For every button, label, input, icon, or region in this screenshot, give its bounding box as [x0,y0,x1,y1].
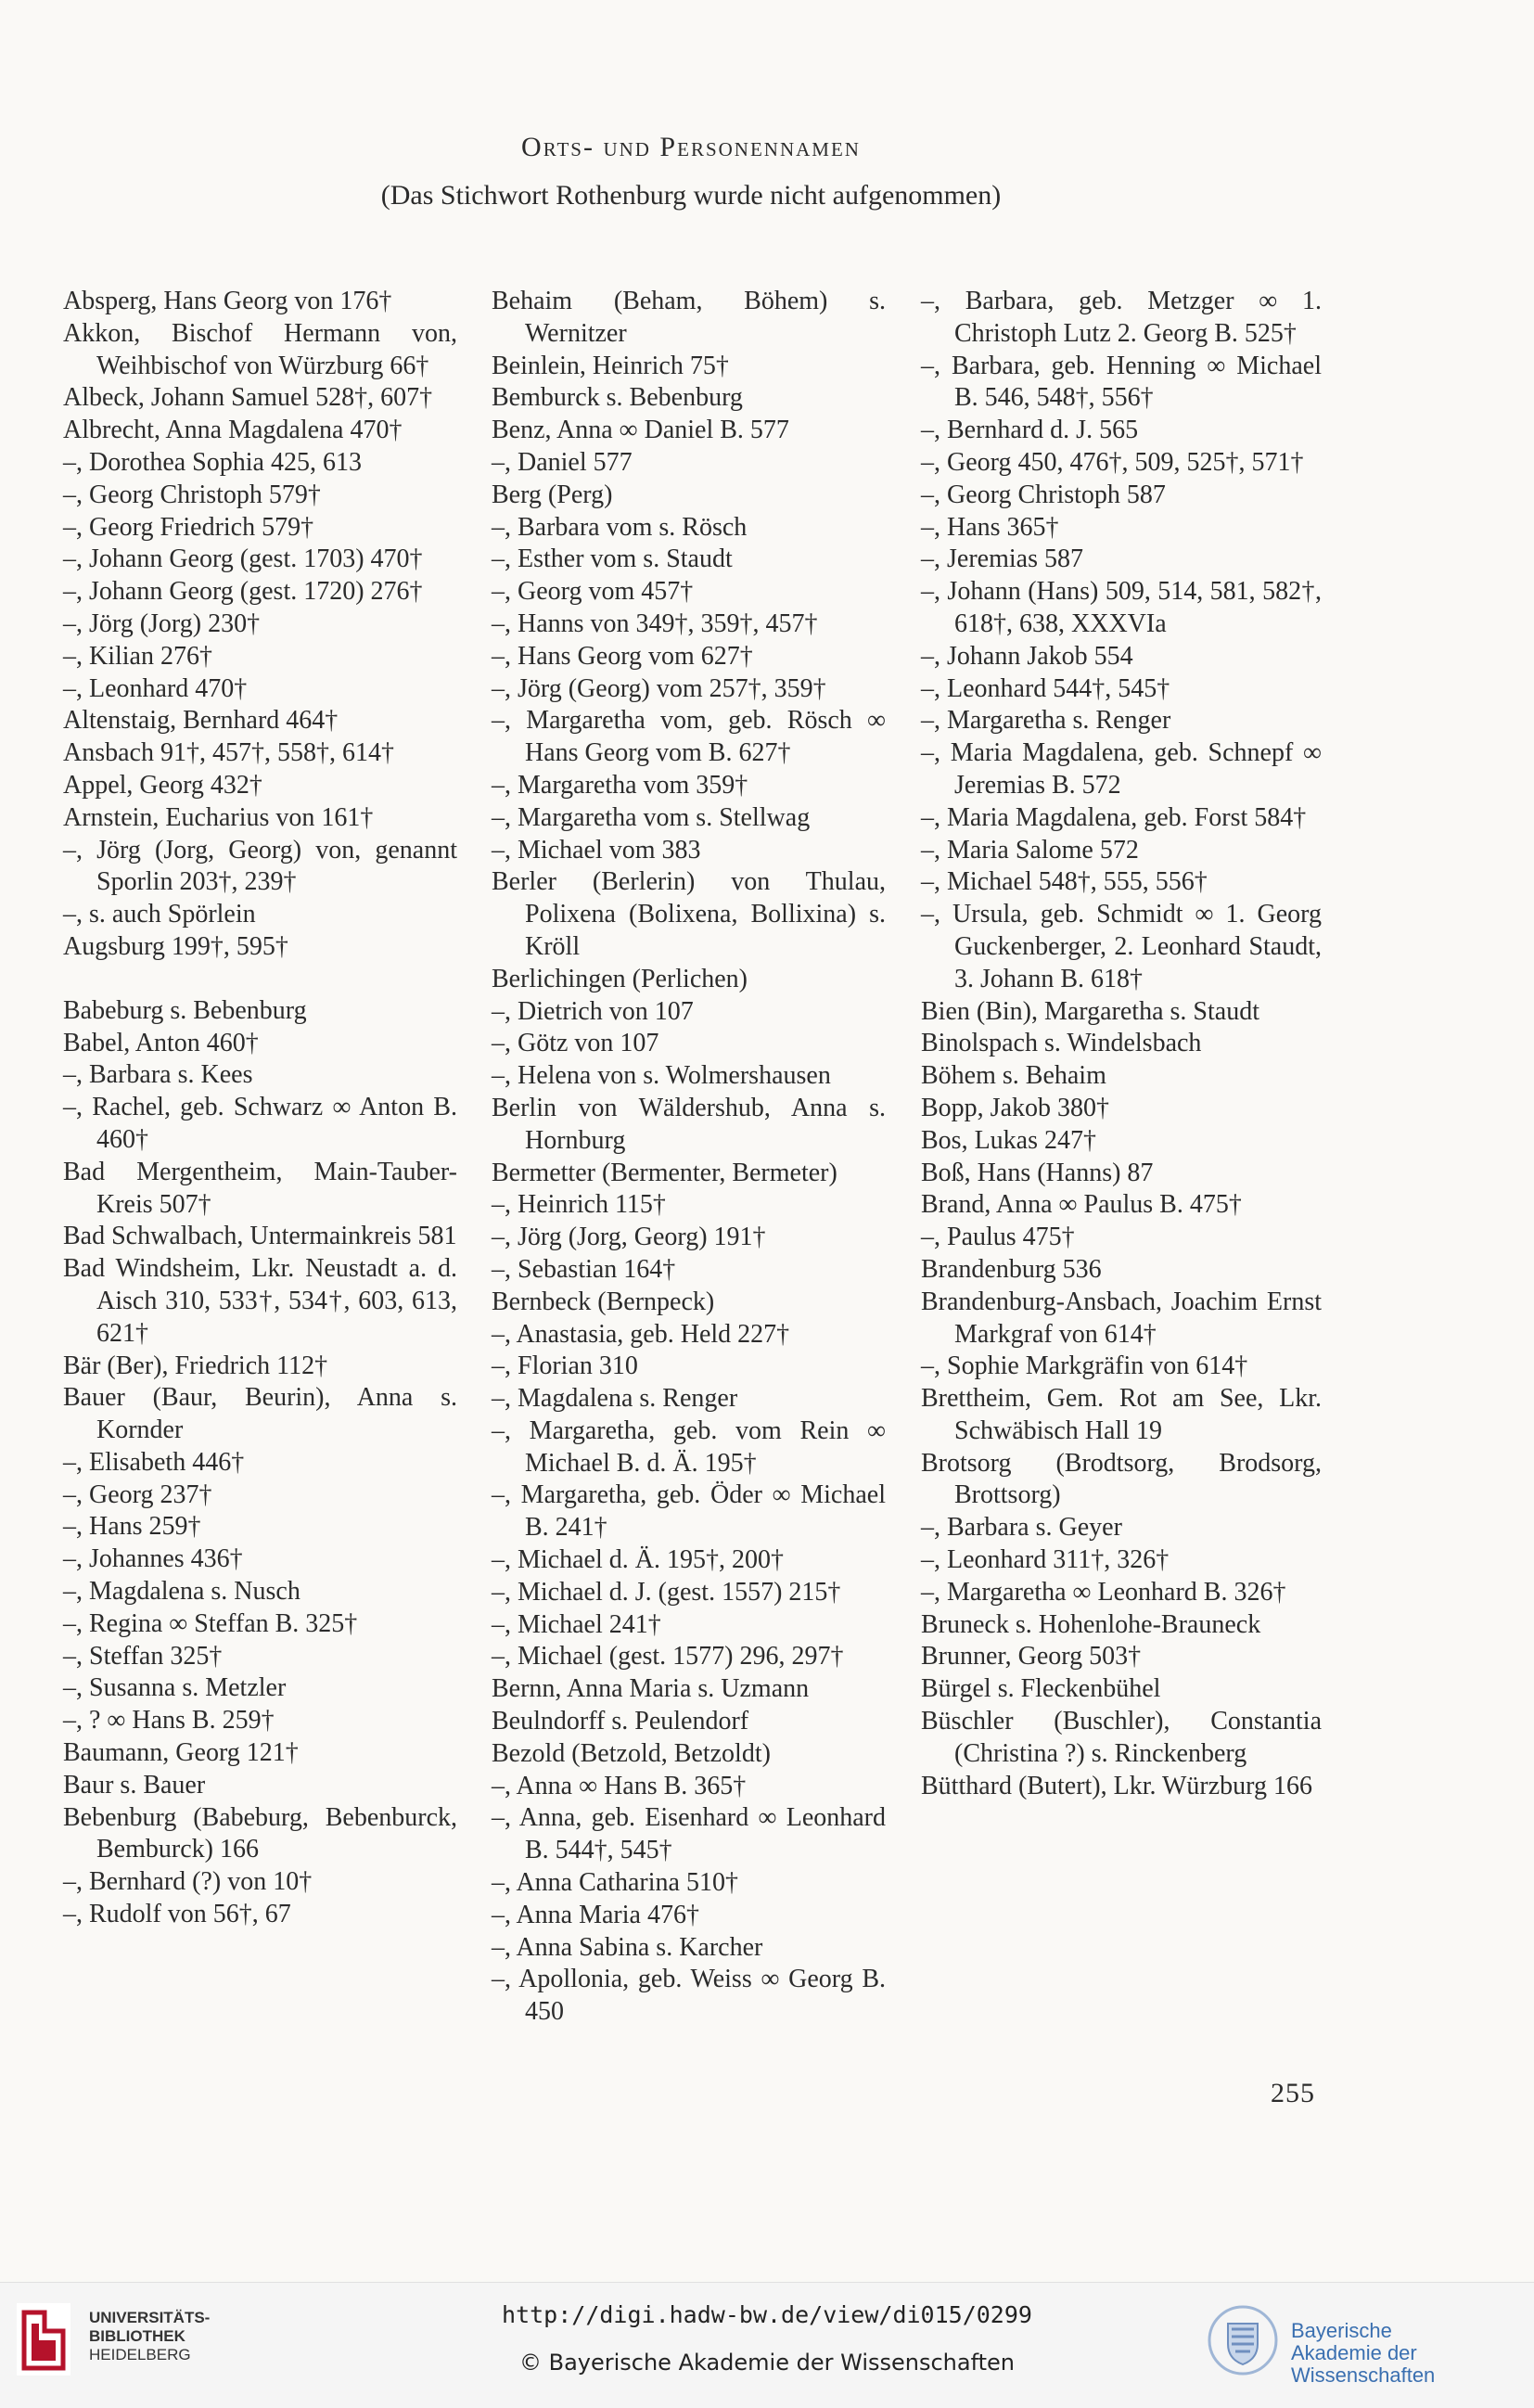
index-entry: –, Jörg (Jorg, Georg) 191† [492,1223,766,1252]
index-entry: Bemburck s. Bebenburg [492,383,743,413]
index-entry: Absperg, Hans Georg von 176† [63,287,392,315]
index-entry: Berler (Berlerin) von Thulau, Polixena (Bolixena, Bollixina) s. Kröll [492,867,886,961]
bavarian-crest-icon [1206,2303,1280,2377]
index-entry: Bad Windsheim, Lkr. Neustadt a. d. Aisch 310, 533†, 534†, 603, 613, 621† [63,1254,457,1348]
index-column-3 [921,286,1322,1802]
index-entry: –, Maria Magdalena, geb. Schnepf ∞ Jeremias B. 572 [921,738,1322,800]
index-entry: –, Magdalena s. Renger [492,1384,738,1414]
index-entry: Bezold (Betzold, Betzoldt) [492,1738,771,1768]
index-entry: Altenstaig, Bernhard 464† [63,706,339,736]
index-entry: –, Anna, geb. Eisenhard ∞ Leonhard B. 544†, 545† [492,1803,886,1865]
index-entry: –, Götz von 107 [492,1029,659,1058]
index-entry: –, Barbara, geb. Henning ∞ Michael B. 546, 548†, 556† [921,351,1322,413]
index-entry: –, Georg 450, 476†, 509, 525†, 571† [921,447,1304,477]
index-entry: –, Margaretha, geb. vom Rein ∞ Michael B. d. Ä. 195† [492,1415,886,1478]
index-column-2 [492,286,886,2029]
index-entry: –, Ursula, geb. Schmidt ∞ 1. Georg Guckenberger, 2. Leonhard Staudt, 3. Johann B. 618† [921,900,1322,993]
index-entry: –, Helena von s. Wolmershausen [492,1061,831,1091]
index-entry: Binolspach s. Windelsbach [921,1029,1202,1058]
index-entry: –, Georg Christoph 587 [921,480,1166,509]
index-entry: –, Michael d. Ä. 195†, 200† [492,1545,784,1575]
library-line-3: HEIDELBERG [89,2346,191,2363]
index-entry: –, Maria Salome 572 [921,835,1139,865]
index-entry: –, Jörg (Jorg, Georg) von, genannt Sporlin 203†, 239† [63,835,457,897]
library-line-1: UNIVERSITÄTS- [89,2309,211,2326]
index-entry: –, Georg Friedrich 579† [63,512,314,542]
index-entry: Büschler (Buschler), Constantia (Christina ?) s. Rinckenberg [921,1707,1322,1768]
index-entry: –, Michael vom 383 [492,835,701,865]
source-url-link[interactable]: http://digi.hadw-bw.de/view/di015/0299 [502,2301,1032,2328]
index-entry: Berg (Perg) [492,480,613,509]
index-entry: –, Margaretha vom 359† [492,770,748,800]
index-entry: –, Dorothea Sophia 425, 613 [63,447,362,477]
index-entry: Behaim (Beham, Böhem) s. Wernitzer [492,287,886,348]
index-entry: Böhem s. Behaim [921,1061,1106,1091]
index-entry: Bernn, Anna Maria s. Uzmann [492,1674,810,1704]
index-entry: Baur s. Bauer [63,1770,206,1800]
index-entry: –, Margaretha s. Renger [921,706,1171,736]
index-entry: –, Jörg (Georg) vom 257†, 359† [492,673,826,703]
index-entry: –, Jörg (Jorg) 230† [63,608,261,638]
copyright-notice: © Bayerische Akademie der Wissenschaften [518,2350,1016,2376]
index-entry: –, Susanna s. Metzler [63,1673,287,1703]
index-entry: –, Johann Jakob 554 [921,641,1133,671]
index-entry: Bauer (Baur, Beurin), Anna s. Kornder [63,1383,457,1445]
index-entry: –, Margaretha ∞ Leonhard B. 326† [921,1577,1286,1607]
index-entry: –, Rudolf von 56†, 67 [63,1900,291,1929]
index-entry: Albrecht, Anna Magdalena 470† [63,416,403,445]
index-entry: Bernbeck (Bernpeck) [492,1287,715,1316]
index-entry: –, Leonhard 470† [63,673,248,703]
index-entry: –, Steffan 325† [63,1641,223,1671]
index-entry: –, ? ∞ Hans B. 259† [63,1706,275,1736]
index-entry: –, Johann Georg (gest. 1703) 470† [63,544,423,574]
index-entry: –, Barbara, geb. Metzger ∞ 1. Christoph Lutz 2. Georg B. 525† [921,287,1322,348]
index-entry: –, Anna Catharina 510† [492,1868,738,1898]
index-entry: –, Florian 310 [492,1351,638,1381]
index-entry: –, Maria Magdalena, geb. Forst 584† [921,802,1307,832]
index-entry: –, Hanns von 349†, 359†, 457† [492,608,818,638]
index-entry: Benz, Anna ∞ Daniel B. 577 [492,416,789,445]
index-entry: –, Johann Georg (gest. 1720) 276† [63,577,423,607]
index-heading: Orts- und Personennamen [521,132,861,162]
index-entry: –, Georg Christoph 579† [63,480,321,509]
index-entry: Appel, Georg 432† [63,770,262,800]
index-entry: –, Anna Maria 476† [492,1900,699,1929]
index-entry: Bruneck s. Hohenlohe-Brauneck [921,1609,1261,1639]
index-subheading: (Das Stichwort Rothenburg wurde nicht aufgenommen) [380,180,1002,211]
index-entry: Bebenburg (Babeburg, Bebenburck, Bemburck) 166 [63,1802,457,1864]
index-entry: Berlin von Wäldershub, Anna s. Hornburg [492,1093,886,1155]
index-entry: –, Margaretha vom s. Stellwag [492,802,811,832]
index-entry: Bütthard (Butert), Lkr. Würzburg 166 [921,1771,1312,1800]
index-entry: Albeck, Johann Samuel 528†, 607† [63,383,433,413]
index-entry: Bürgel s. Fleckenbühel [921,1674,1161,1704]
index-entry: –, Hans 259† [63,1512,201,1542]
index-entry: –, Barbara s. Kees [63,1060,253,1090]
index-entry: Brand, Anna ∞ Paulus B. 475† [921,1190,1242,1220]
index-entry: –, Magdalena s. Nusch [63,1577,300,1607]
index-entry: –, Anna ∞ Hans B. 365† [492,1771,747,1800]
index-entry: –, Kilian 276† [63,641,212,671]
academy-line-1: Bayerische [1291,2319,1392,2342]
index-entry: Brotsorg (Brodtsorg, Brodsorg, Brottsorg) [921,1448,1322,1510]
index-entry: –, Anna Sabina s. Karcher [492,1932,763,1962]
index-entry: Brandenburg-Ansbach, Joachim Ernst Markgraf von 614† [921,1287,1322,1349]
index-entry: Bad Schwalbach, Untermainkreis 581 [63,1222,457,1251]
index-entry: –, Paulus 475† [921,1223,1075,1252]
index-entry: –, Barbara s. Geyer [921,1513,1122,1543]
index-entry: –, Daniel 577 [492,447,633,477]
index-entry: Bien (Bin), Margaretha s. Staudt [921,996,1259,1026]
index-entry: Boß, Hans (Hanns) 87 [921,1158,1154,1187]
index-entry: –, Johann (Hans) 509, 514, 581, 582†, 618†, 638, XXXVIa [921,577,1322,638]
section-gap [63,964,457,995]
index-entry: –, Georg 237† [63,1479,212,1509]
index-entry: –, Barbara vom s. Rösch [492,512,748,542]
index-entry: Bopp, Jakob 380† [921,1093,1109,1122]
index-entry: –, Bernhard (?) von 10† [63,1867,313,1897]
index-entry: –, Johannes 436† [63,1544,243,1574]
footer-bar [0,2282,1534,2408]
index-entry: –, Jeremias 587 [921,544,1083,574]
index-entry: –, Michael 548†, 555, 556† [921,867,1208,897]
index-entry: Babeburg s. Bebenburg [63,995,307,1025]
index-entry: –, Margaretha vom, geb. Rösch ∞ Hans Georg vom B. 627† [492,706,886,768]
index-entry: Ansbach 91†, 457†, 558†, 614† [63,738,394,768]
index-entry: –, Margaretha, geb. Öder ∞ Michael B. 241† [492,1480,886,1543]
index-entry: Berlichingen (Perlichen) [492,964,748,993]
index-column-1 [63,286,457,1931]
index-entry: Baumann, Georg 121† [63,1738,299,1768]
index-entry: Brandenburg 536 [921,1254,1102,1284]
index-entry: –, Sebastian 164† [492,1254,676,1284]
index-entry: –, Michael 241† [492,1609,661,1639]
index-entry: –, Esther vom s. Staudt [492,544,733,574]
index-entry: –, Dietrich von 107 [492,996,694,1026]
index-entry: –, Georg vom 457† [492,577,694,607]
index-entry: –, Michael d. J. (gest. 1557) 215† [492,1577,841,1607]
index-entry: Babel, Anton 460† [63,1028,259,1057]
index-entry: –, Hans 365† [921,512,1059,542]
index-entry: –, Sophie Markgräfin von 614† [921,1351,1248,1381]
academy-line-2: Akademie der Wissenschaften [1291,2341,1436,2387]
index-entry: Brettheim, Gem. Rot am See, Lkr. Schwäbisch Hall 19 [921,1384,1322,1445]
index-entry: Bad Mergentheim, Main-Tauber-Kreis 507† [63,1157,457,1219]
index-entry: –, Michael (gest. 1577) 296, 297† [492,1642,844,1672]
academy-label [1291,2320,1534,2387]
index-entry: –, Bernhard d. J. 565 [921,416,1139,445]
index-entry: –, s. auch Spörlein [63,900,256,929]
index-entry: Brunner, Georg 503† [921,1642,1142,1672]
index-entry: –, Regina ∞ Steffan B. 325† [63,1608,358,1638]
index-entry: –, Leonhard 544†, 545† [921,673,1170,703]
index-entry: –, Leonhard 311†, 326† [921,1545,1170,1575]
index-entry: Akkon, Bischof Hermann von, Weihbischof von Würzburg 66† [63,318,457,380]
index-entry: –, Rachel, geb. Schwarz ∞ Anton B. 460† [63,1093,457,1154]
index-entry: –, Hans Georg vom 627† [492,641,753,671]
index-entry: Augsburg 199†, 595† [63,931,288,961]
index-entry: Arnstein, Eucharius von 161† [63,802,374,832]
index-entry: –, Elisabeth 446† [63,1447,245,1477]
index-entry: –, Heinrich 115† [492,1190,666,1220]
index-entry: Bermetter (Bermenter, Bermeter) [492,1158,837,1187]
index-entry: –, Anastasia, geb. Held 227† [492,1319,790,1349]
index-entry: Bos, Lukas 247† [921,1125,1096,1155]
library-line-2: BIBLIOTHEK [89,2327,185,2345]
index-entry: –, Apollonia, geb. Weiss ∞ Georg B. 450 [492,1965,886,2027]
index-entry: Beulndorff s. Peulendorf [492,1707,749,1736]
index-entry: Bär (Ber), Friedrich 112† [63,1351,328,1380]
index-entry: Beinlein, Heinrich 75† [492,351,729,380]
page-number: 255 [1271,2078,1315,2108]
